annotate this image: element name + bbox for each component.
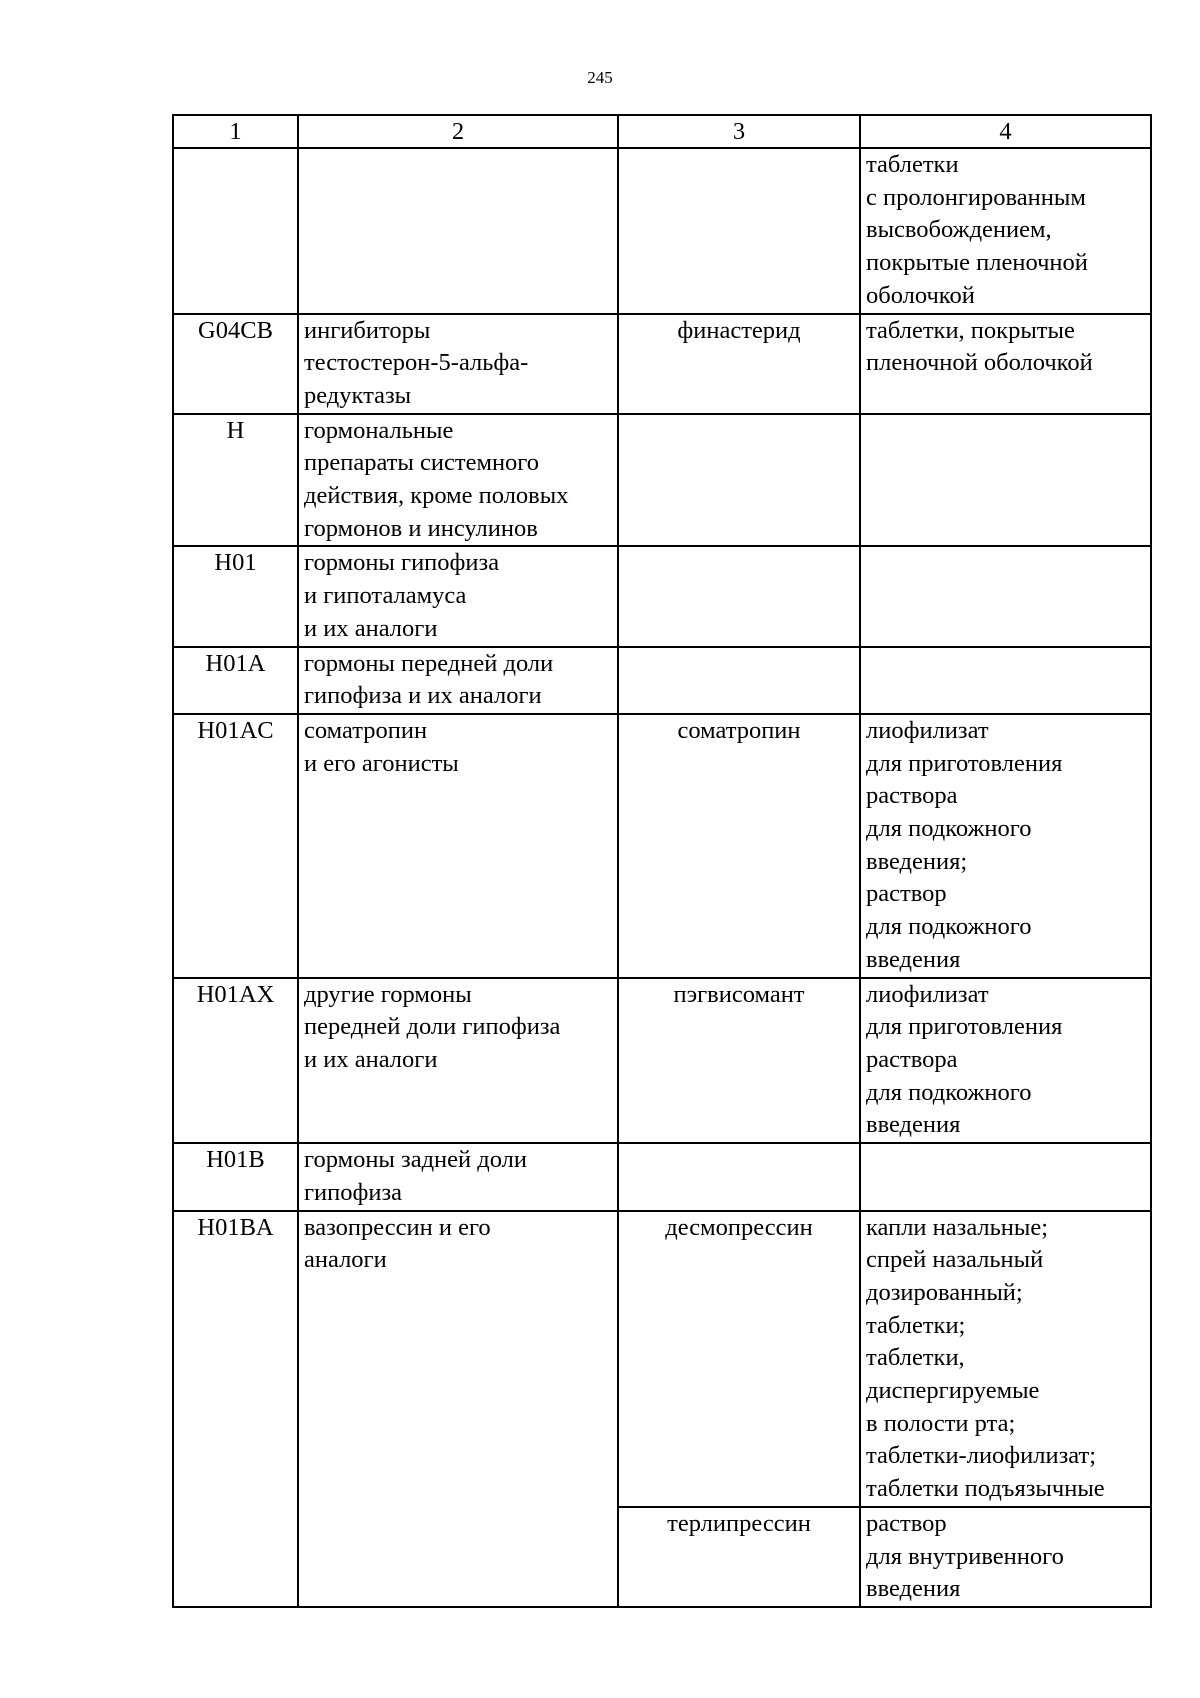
group-cell: другие гормоны передней доли гипофиза и их аналоги <box>298 978 618 1144</box>
group-cell: гормоны задней доли гипофиза <box>298 1143 618 1210</box>
dosage-form-cell <box>860 546 1151 646</box>
header-col-2: 2 <box>298 115 618 148</box>
atc-code-cell: H01B <box>173 1143 298 1210</box>
table-row <box>173 314 1151 414</box>
atc-code-cell: G04CB <box>173 314 298 414</box>
drug-name-cell <box>618 546 860 646</box>
group-cell: гормоны передней доли гипофиза и их аналоги <box>298 647 618 714</box>
atc-code-cell: H01AX <box>173 978 298 1144</box>
drug-name-cell: терлипрессин <box>618 1507 860 1607</box>
table-row <box>173 414 1151 547</box>
header-col-1: 1 <box>173 115 298 148</box>
drug-name-cell <box>618 148 860 314</box>
dosage-form-cell <box>860 414 1151 547</box>
drug-name-cell <box>618 647 860 714</box>
dosage-form-cell <box>860 647 1151 714</box>
group-cell <box>298 148 618 314</box>
group-cell: вазопрессин и его аналоги <box>298 1211 618 1607</box>
table-row <box>173 148 1151 314</box>
group-cell: гормоны гипофиза и гипоталамуса и их аналоги <box>298 546 618 646</box>
drug-name-cell <box>618 1143 860 1210</box>
group-cell: ингибиторы тестостерон-5-альфа- редуктазы <box>298 314 618 414</box>
dosage-form-cell: таблетки с пролонгированным высвобождением, покрытые пленочной оболочкой <box>860 148 1151 314</box>
drug-name-cell: соматропин <box>618 714 860 978</box>
table-row <box>173 978 1151 1144</box>
table-row <box>173 714 1151 978</box>
dosage-form-cell: таблетки, покрытые пленочной оболочкой <box>860 314 1151 414</box>
atc-code-cell: H <box>173 414 298 547</box>
atc-code-cell: H01 <box>173 546 298 646</box>
table-row <box>173 1211 1151 1507</box>
dosage-form-cell: лиофилизат для приготовления раствора для подкожного введения; раствор для подкожного введения <box>860 714 1151 978</box>
atc-code-cell: H01A <box>173 647 298 714</box>
drug-name-cell: финастерид <box>618 314 860 414</box>
atc-code-cell <box>173 148 298 314</box>
dosage-form-cell: лиофилизат для приготовления раствора для подкожного введения <box>860 978 1151 1144</box>
dosage-form-cell: раствор для внутривенного введения <box>860 1507 1151 1607</box>
dosage-form-cell: капли назальные; спрей назальный дозированный; таблетки; таблетки, диспергируемые в полости рта; таблетки-лиофилизат; таблетки подъязычные <box>860 1211 1151 1507</box>
group-cell: гормональные препараты системного действия, кроме половых гормонов и инсулинов <box>298 414 618 547</box>
table-row <box>173 1143 1151 1210</box>
table-row <box>173 647 1151 714</box>
atc-code-cell: H01BA <box>173 1211 298 1607</box>
header-col-4: 4 <box>860 115 1151 148</box>
drug-table <box>172 114 1152 1608</box>
drug-name-cell: пэгвисомант <box>618 978 860 1144</box>
atc-code-cell: H01AC <box>173 714 298 978</box>
drug-name-cell <box>618 414 860 547</box>
table-row <box>173 546 1151 646</box>
dosage-form-cell <box>860 1143 1151 1210</box>
drug-name-cell: десмопрессин <box>618 1211 860 1507</box>
table-header-row <box>173 115 1151 148</box>
header-col-3: 3 <box>618 115 860 148</box>
page-number: 245 <box>587 68 613 87</box>
group-cell: соматропин и его агонисты <box>298 714 618 978</box>
